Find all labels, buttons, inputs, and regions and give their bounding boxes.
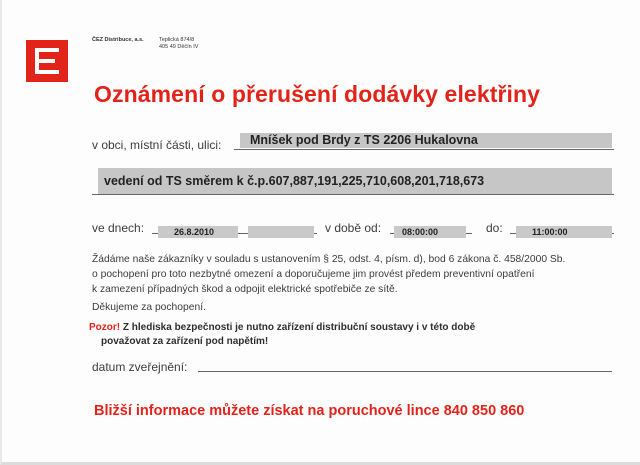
notice-title: Oznámení o přerušení dodávky elektřiny (94, 81, 541, 107)
date-second-field (248, 226, 314, 238)
warning-line-1: Z hlediska bezpečnosti je nutno zařízení distribuční soustavy i v této době (120, 322, 476, 333)
time-from-label: v době od: (325, 221, 382, 235)
time-from-value: 08:00:00 (394, 226, 466, 238)
cez-logo-icon (26, 40, 68, 82)
address-line-2: 405 49 Děčín IV (159, 44, 199, 50)
company-address (159, 37, 198, 51)
warning-line-2: považovat za zařízení pod napětím! (101, 336, 269, 347)
body-line: o pochopení pro toto nezbytné omezení a doporučujeme jim provést předem preventivní opatření (92, 269, 535, 280)
company-name: ČEZ Distribuce, a.s. (92, 37, 144, 43)
body-line: k zamezení případných škod a odpojit elektrické spotřebiče ze sítě. (92, 284, 398, 295)
body-line: Žádáme naše zákazníky v souladu s ustanovením § 25, odst. 4, písm. d), bod 6 zákona č. 458/2000 Sb. (92, 254, 566, 265)
time-to-value: 11:00:00 (516, 226, 612, 238)
location-label: v obci, místní části, ulici: (92, 138, 222, 152)
location-line-2: vedení od TS směrem k č.p.607,887,191,225,710,608,201,718,673 (98, 168, 612, 194)
address-line-1: Teplická 874/8 (159, 37, 195, 43)
safety-warning (89, 321, 475, 349)
date-value: 26.8.2010 (158, 226, 238, 238)
publication-date-label: datum zveřejnění: (92, 360, 188, 374)
hotline-info: Bližší informace můžete získat na poruchové lince 840 850 860 (94, 403, 525, 419)
time-to-label: do: (486, 221, 503, 235)
publication-date-underline (198, 371, 612, 372)
thanks-text: Děkujeme za pochopení. (92, 302, 206, 313)
days-label: ve dnech: (92, 221, 145, 235)
location-value: Mníšek pod Brdy z TS 2206 Hukalovna (240, 133, 612, 148)
notice-body (92, 252, 612, 297)
location-underline (234, 149, 614, 150)
location-line-2-underline (92, 194, 614, 195)
warning-pozor: Pozor! (89, 322, 121, 333)
